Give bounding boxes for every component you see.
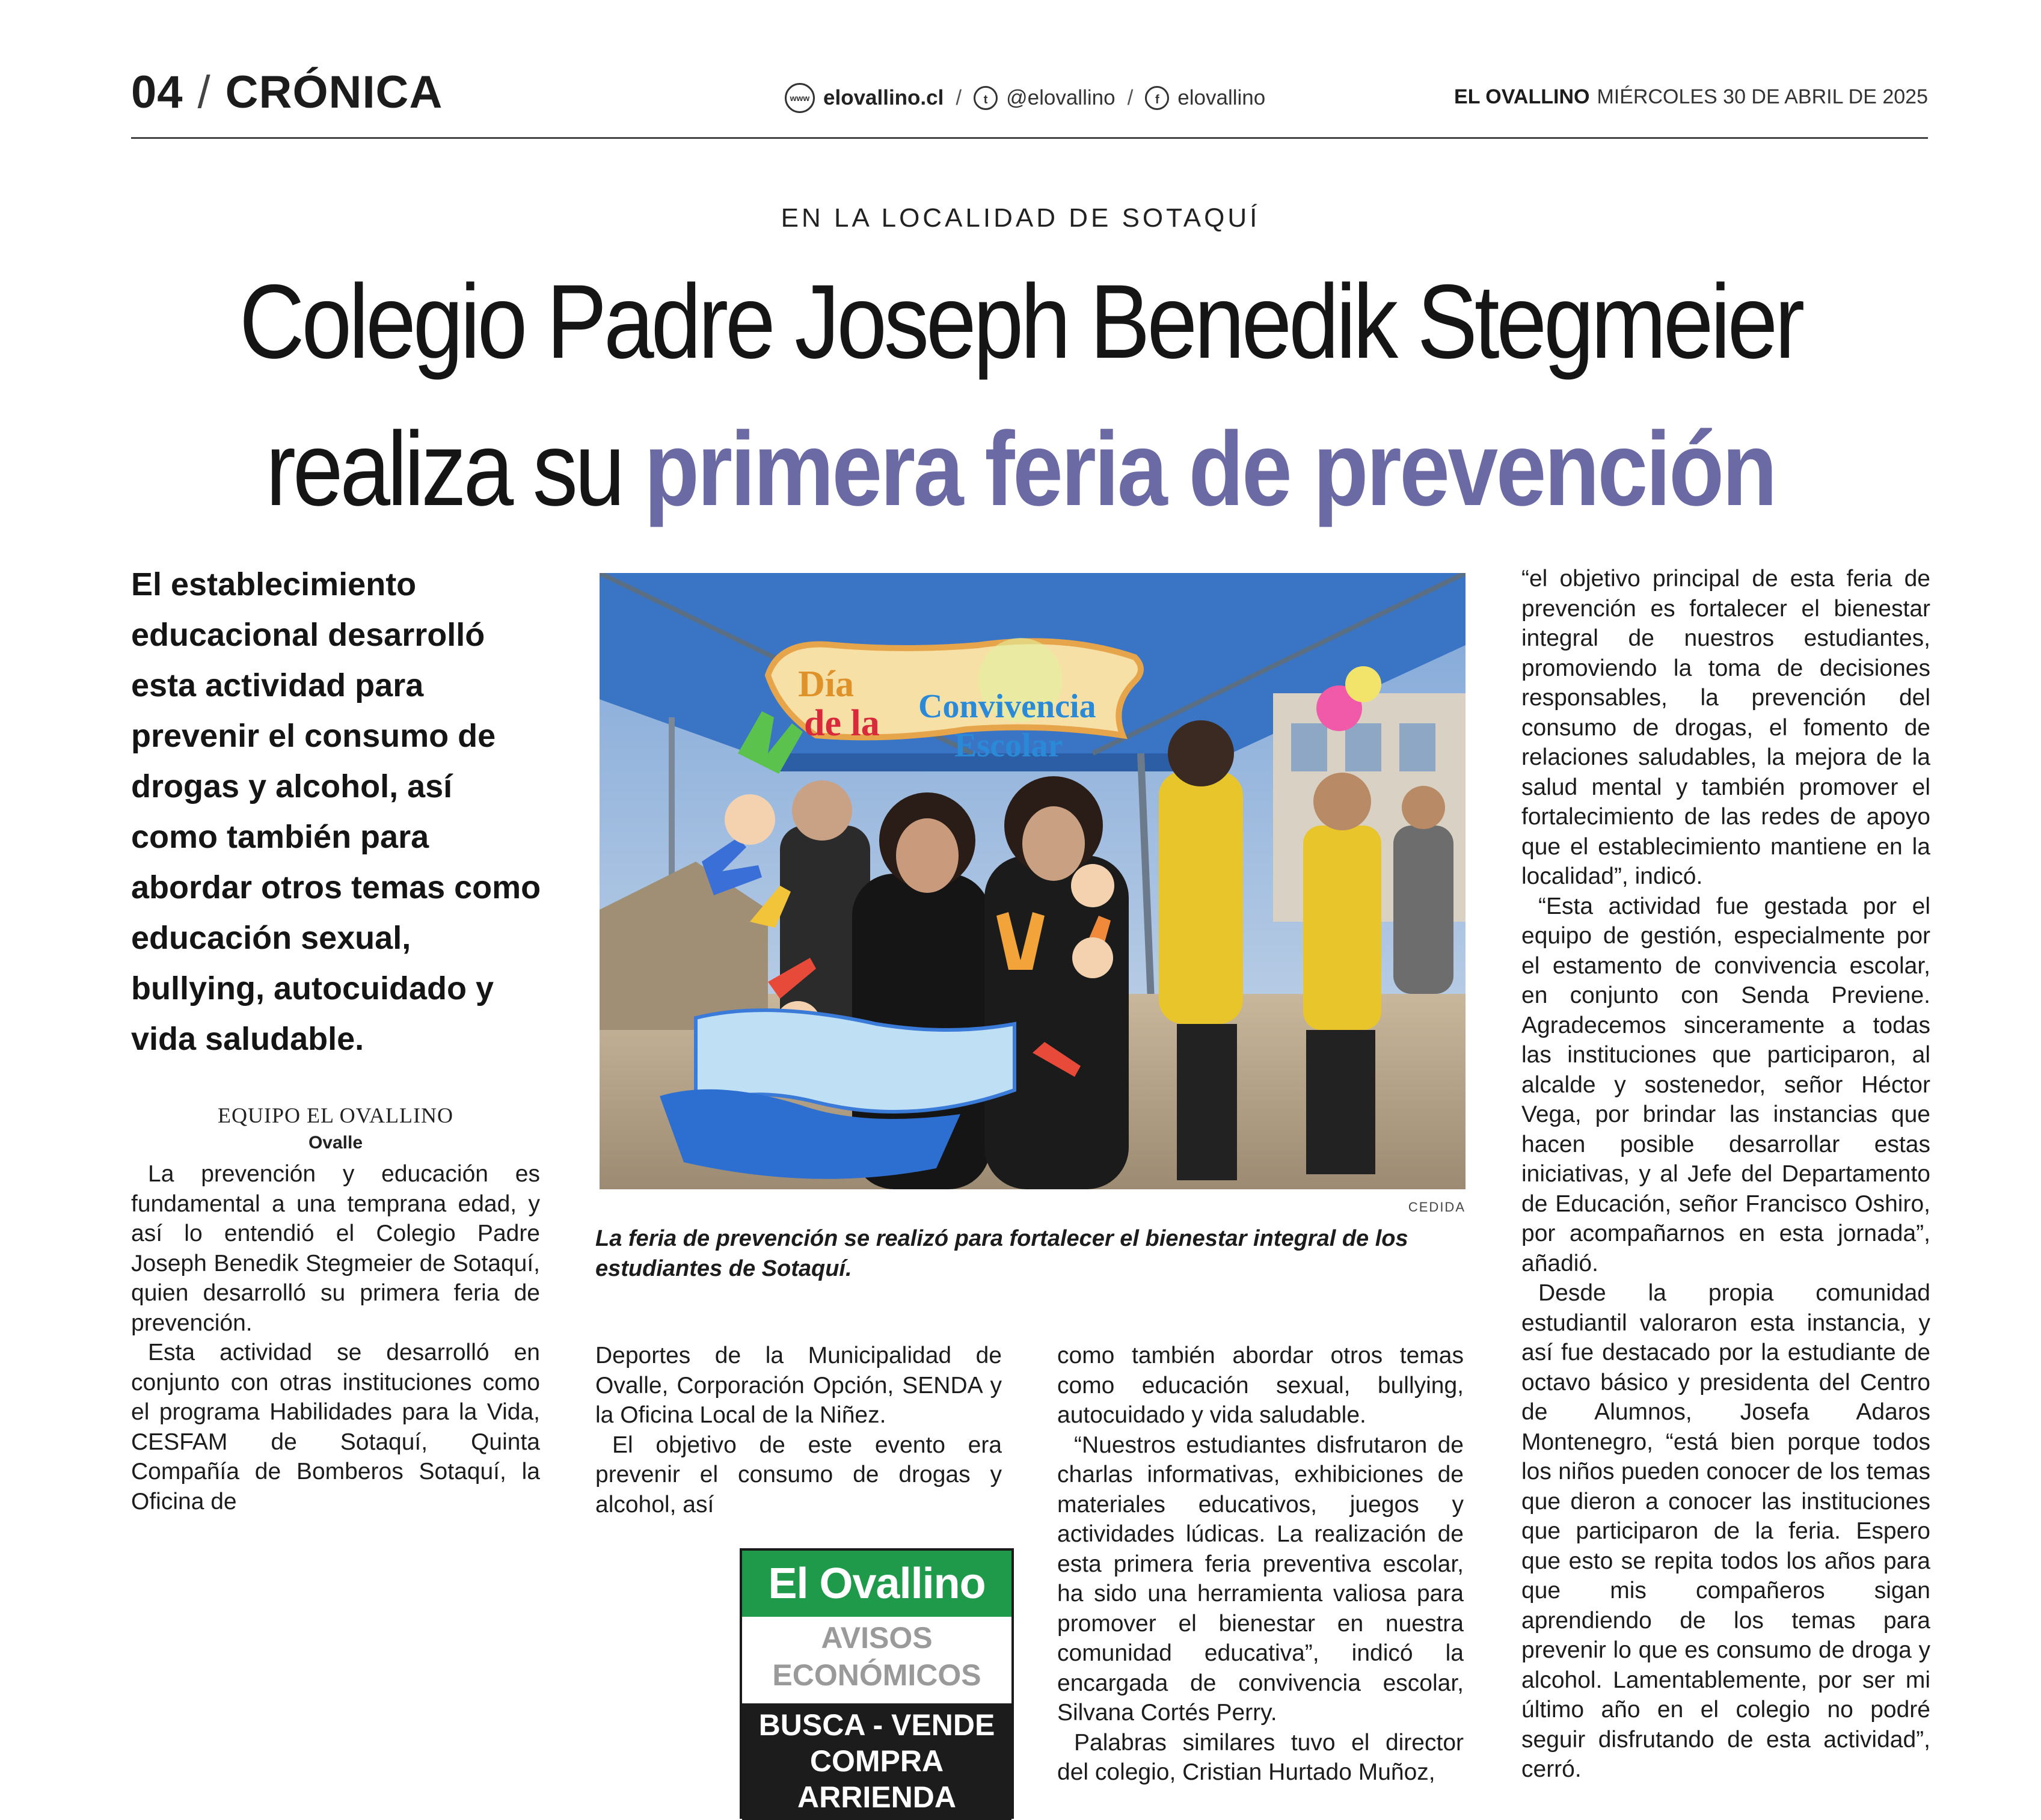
body-column-1	[131, 1159, 540, 1516]
header-social	[785, 83, 1265, 113]
banner-text: Escolar	[954, 727, 1063, 764]
headline-line-1: Colegio Padre Joseph Benedik Stegmeier	[239, 263, 1802, 381]
header-slash: /	[197, 67, 211, 118]
paragraph: La prevención y educación es fundamental a una temprana edad, y así lo entendió el Colegio Padre Joseph Benedik Stegmeier de Sotaquí, quien desarrolló su primera feria de prevención.	[131, 1161, 540, 1336]
banner-text: de la	[804, 703, 880, 744]
article-lead: El establecimiento educacional desarrolló esta actividad para prevenir el consumo de drogas y alcohol, así como también para abordar otros temas como educación sexual, bullying, autocuidado y vida saludable.	[131, 566, 541, 1057]
twitter-handle[interactable]: @elovallino	[1006, 86, 1116, 109]
section-name: CRÓNICA	[225, 67, 443, 118]
banner-text: Convivencia	[918, 688, 1096, 725]
brand-name: EL OVALLINO	[1454, 85, 1590, 108]
paragraph: Deportes de la Municipalidad de Ovalle, Corporación Opción, SENDA y la Oficina Local de la Niñez.	[595, 1343, 1002, 1428]
issue-date: MIÉRCOLES 30 DE ABRIL DE 2025	[1597, 85, 1928, 108]
photo-caption: La feria de prevención se realizó para fortalecer el bienestar integral de los estudiantes de Sotaquí.	[595, 1226, 1408, 1281]
facebook-handle[interactable]: elovallino	[1177, 86, 1266, 109]
body-column-4	[1521, 564, 1930, 1785]
paragraph: El objetivo de este evento era prevenir el consumo de drogas y alcohol, así	[595, 1432, 1002, 1518]
headline-line-2	[143, 412, 1898, 528]
ad-brand: El Ovallino	[742, 1551, 1011, 1617]
ad-line: ECONÓMICOS	[772, 1658, 981, 1692]
ad-line: AVISOS	[821, 1621, 933, 1655]
photo-illustration	[600, 573, 1466, 1189]
masthead-date	[1454, 85, 1928, 109]
classifieds-ad[interactable]	[740, 1548, 1014, 1819]
paragraph: “el objetivo principal de esta feria de prevención es fortalecer el bienestar integral de nuestros estudiantes, promoviendo la toma de decisiones responsables, la prevención del consumo de drogas, el fomento de relaciones saludables, la mejora de la salud mental y también promover el fortalecimiento de las redes de apoyo que el establecimiento mantiene en la localidad”, indicó.	[1521, 566, 1930, 889]
banner-text: Día	[798, 664, 854, 705]
byline: EQUIPO EL OVALLINO	[218, 1103, 453, 1127]
byline-place: Ovalle	[308, 1133, 363, 1153]
section-header	[131, 66, 443, 118]
article-photo	[600, 573, 1466, 1189]
page-number: 04	[131, 67, 183, 118]
ad-actions	[742, 1703, 1011, 1820]
separator: /	[1127, 86, 1134, 109]
globe-icon: www	[785, 83, 815, 113]
twitter-icon: t	[974, 86, 998, 110]
photo-credit: CEDIDA	[1408, 1200, 1466, 1215]
ad-subtitle	[742, 1617, 1011, 1696]
paragraph: como también abordar otros temas como educación sexual, bullying, autocuidado y vida saludable.	[1057, 1343, 1464, 1428]
ad-line: ARRIENDA	[797, 1780, 956, 1814]
paragraph: Esta actividad se desarrolló en conjunto con otras instituciones como el programa Habilidades para la Vida, CESFAM de Sotaquí, Quinta Compañía de Bomberos Sotaquí, la Oficina de	[131, 1340, 540, 1515]
article-kicker: EN LA LOCALIDAD DE SOTAQUÍ	[781, 203, 1260, 233]
body-column-2	[595, 1341, 1002, 1519]
website-link[interactable]: elovallino.cl	[823, 86, 944, 109]
paragraph: “Nuestros estudiantes disfrutaron de charlas informativas, exhibiciones de materiales educativos, juegos y actividades lúdicas. La realización de esta primera feria preventiva escolar, ha sido una herramienta valiosa para promover el bienestar en nuestra comunidad educativa”, indicó la encargada de convivencia escolar, Silvana Cortés Perry.	[1057, 1432, 1464, 1726]
paragraph: “Esta actividad fue gestada por el equipo de gestión, especialmente por el estamento de convivencia escolar, en conjunto con Senda Previene. Agradecemos sinceramente a todas las instituciones que participaron, al alcalde y sostenedor, señor Héctor Vega, por brindar las instancias que hacen posible desarrollar estas iniciativas, y al Jefe del Departamento de Educación, señor Francisco Oshiro, por acompañarnos en esta jornada”, añadió.	[1521, 893, 1930, 1276]
headline-highlight: primera feria de prevención	[644, 411, 1776, 528]
paragraph: Desde la propia comunidad estudiantil valoraron esta instancia, y así fue destacado por la estudiante de octavo básico y presidenta del Centro de Alumnos, Josefa Adaros Montenegro, “está bien porque todos los niños pueden conocer de los temas que dieron a conocer las instituciones que participaron de la feria. Espero que esto se repita todos los años para que mis compañeros sigan aprendiendo de los temas para prevenir lo que es consumo de droga y alcohol. Lamentablemente, por ser mi último año en el colegio no podré seguir disfrutando de esta actividad”, cerró.	[1521, 1280, 1930, 1782]
paragraph: Palabras similares tuvo el director del colegio, Cristian Hurtado Muñoz,	[1057, 1729, 1464, 1785]
separator: /	[956, 86, 962, 109]
ad-line: BUSCA - VENDE	[758, 1708, 995, 1742]
header-divider	[131, 137, 1928, 139]
headline-plain: realiza su	[265, 411, 645, 528]
body-column-3	[1057, 1341, 1464, 1788]
ad-line: COMPRA	[809, 1744, 944, 1778]
facebook-icon: f	[1145, 86, 1169, 110]
